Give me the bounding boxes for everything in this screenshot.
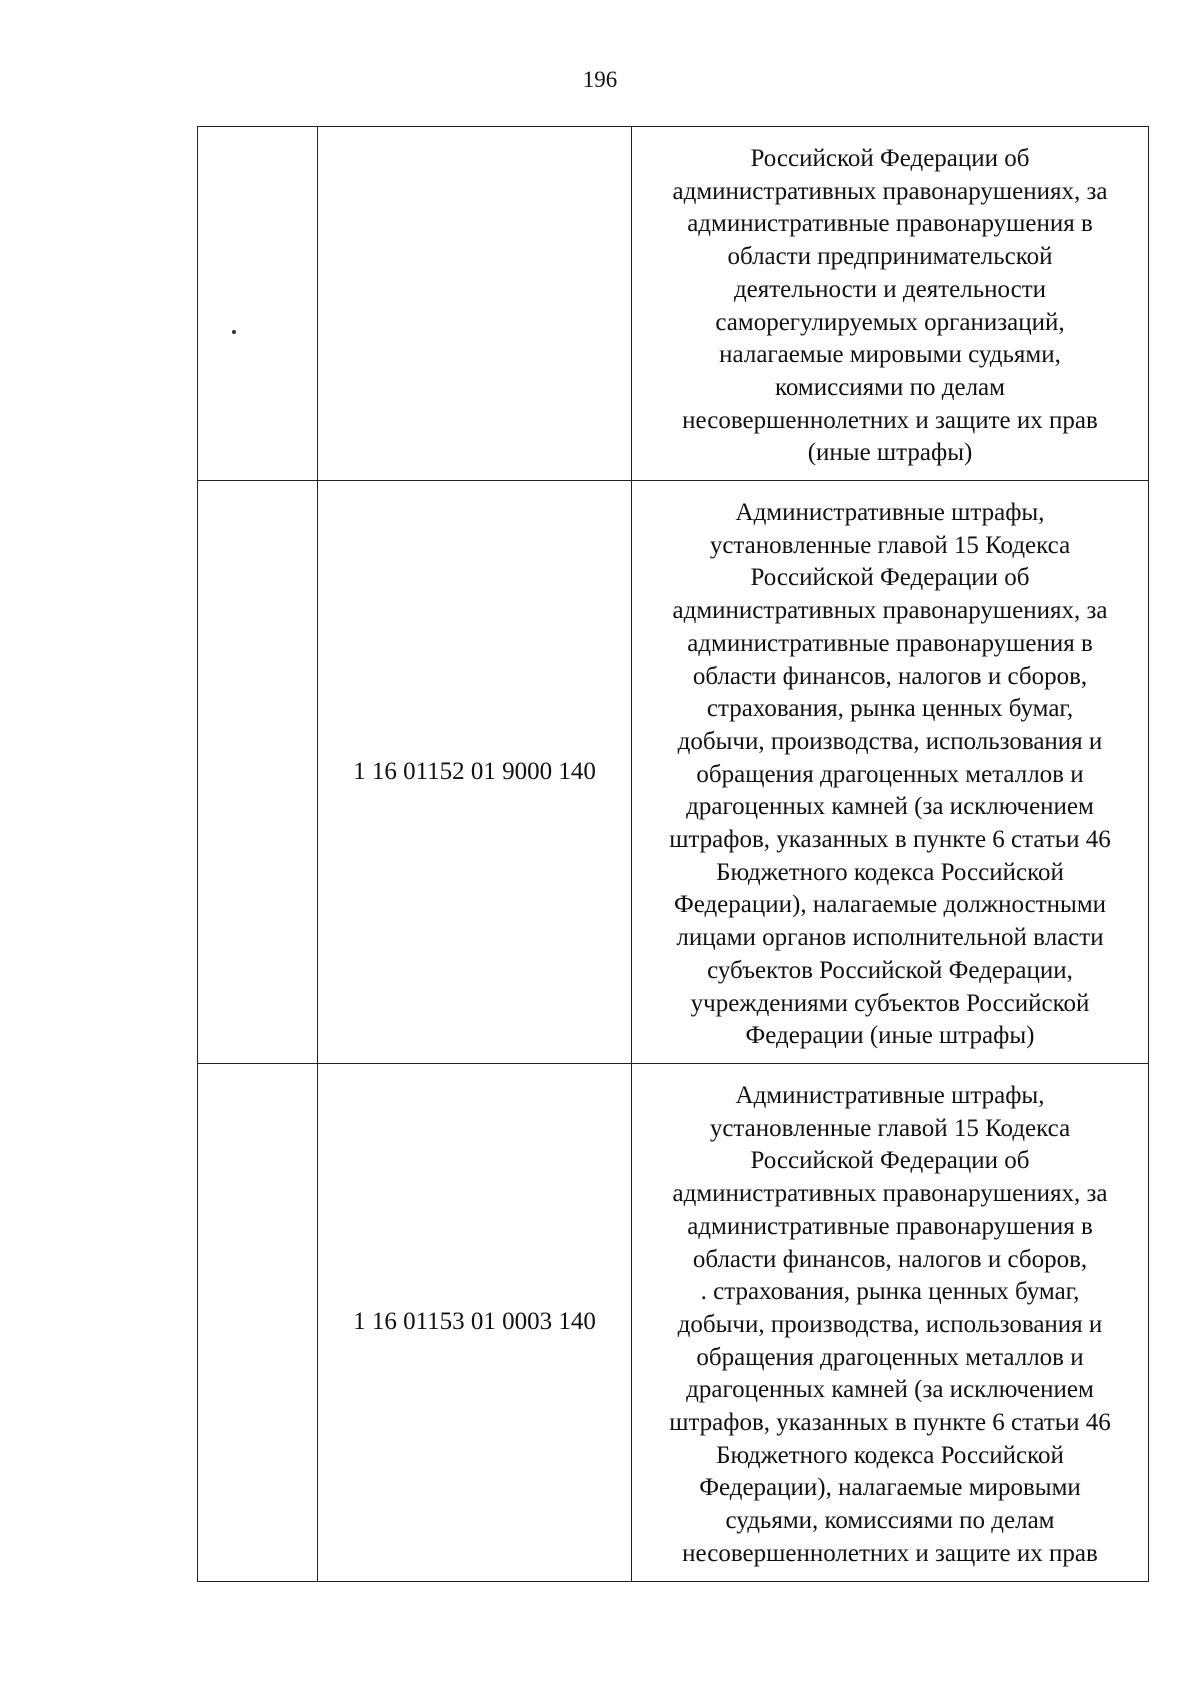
table-row [198, 127, 1149, 481]
row-number-cell [198, 127, 318, 481]
scan-speck [232, 330, 236, 334]
description-text: Административные штрафы, установленные главой 15 Кодекса Российской Федерации об административных правонарушениях, за административные правонарушения в области финансов, налогов и сборов, страхования, рынка ценных бумаг, добычи, производства, использования и обращения драгоценных металлов и драгоценных камней (за исключением штрафов, указанных в пункте 6 статьи 46 Бюджетного кодекса Российской Федерации), налагаемые должностными лицами органов исполнительной власти субъектов Российской Федерации, учреждениями субъектов Российской Федерации (иные штрафы) [669, 499, 1111, 1050]
budget-code-cell: 1 16 01152 01 9000 140 [318, 481, 632, 1064]
description-cell [632, 127, 1149, 481]
page-number: 196 [582, 67, 618, 92]
table-row [198, 481, 1149, 1064]
budget-code-cell: 1 16 01153 01 0003 140 [318, 1063, 632, 1581]
description-cell [632, 481, 1149, 1064]
table-row [198, 1063, 1149, 1581]
description-text: Российской Федерации об административных правонарушениях, за административные правонарушения в области предпринимательской деятельности и деятельности саморегулируемых организаций, налагаемые мировыми судьями, комиссиями по делам несовершеннолетних и защите их прав (иные штрафы) [672, 145, 1108, 467]
budget-code-table [197, 126, 1149, 1582]
budget-code-cell [318, 127, 632, 481]
row-number-cell [198, 481, 318, 1064]
description-text: Административные штрафы, установленные главой 15 Кодекса Российской Федерации об административных правонарушениях, за административные правонарушения в области финансов, налогов и сборов, . страхования, рынка ценных бумаг, добычи, производства, использования и обращения драгоценных металлов и драгоценных камней (за исключением штрафов, указанных в пункте 6 статьи 46 Бюджетного кодекса Российской Федерации), налагаемые мировыми судьями, комиссиями по делам несовершеннолетних и защите их прав [669, 1081, 1111, 1567]
row-number-cell [198, 1063, 318, 1581]
description-cell [632, 1063, 1149, 1581]
